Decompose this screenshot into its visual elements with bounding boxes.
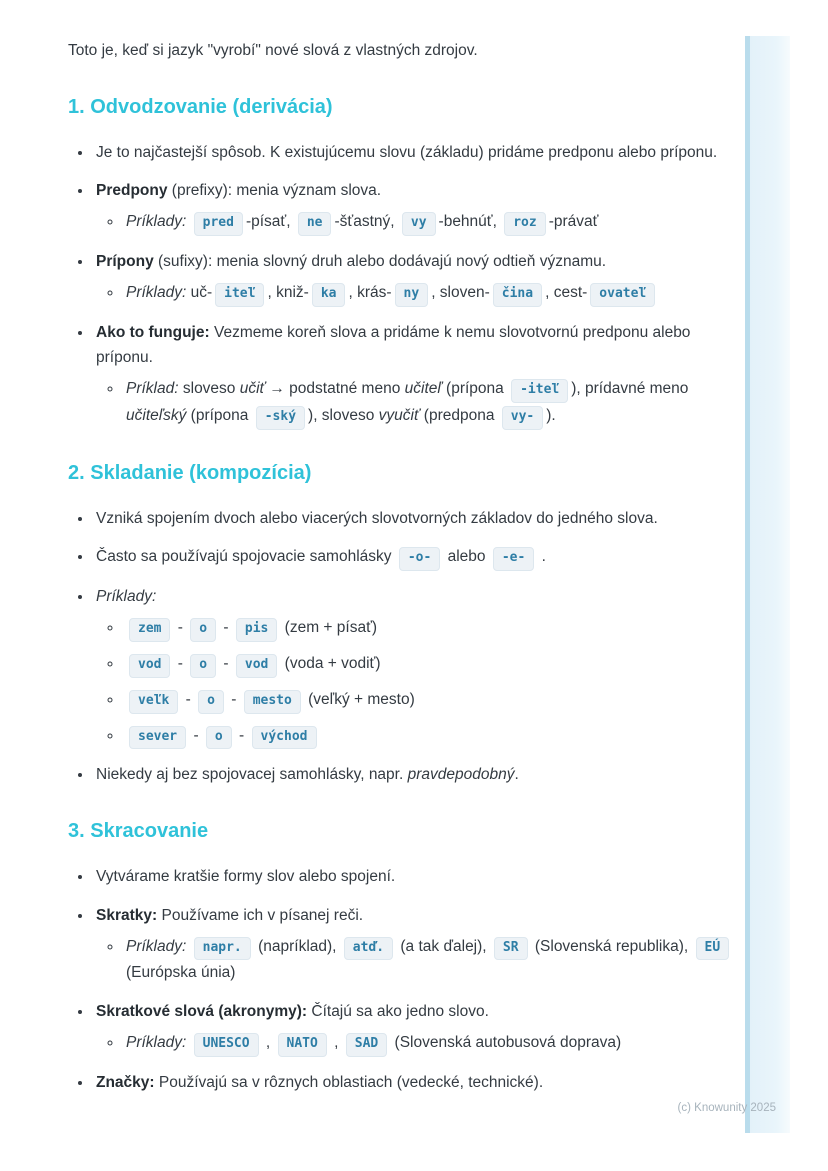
sub-list-item: ◦ Príklady: uč- iteľ , kniž- ka , krás- ny , sloven- čina , cest- ovateľ	[123, 280, 744, 307]
code-chip: vod	[129, 654, 170, 678]
code-chip: -ský	[256, 406, 305, 430]
italic-run: Príklady:	[96, 588, 157, 606]
list-item: • Predpony (prefixy): menia význam slova. ◦ Príklady: pred -písať, ne -šťastný, vy -behnúť, roz -právať	[93, 178, 744, 236]
document-content	[68, 38, 744, 1108]
sub-list	[96, 209, 744, 236]
bullet-list	[68, 140, 744, 430]
italic-run: Príklady:	[126, 1033, 187, 1051]
code-chip: veľk	[129, 690, 178, 714]
sub-list-item: ◦ Príklady: pred -písať, ne -šťastný, vy -behnúť, roz -právať	[123, 209, 744, 236]
section-heading: 1. Odvodzovanie (derivácia)	[68, 95, 333, 118]
sub-list-item: ◦ veľk - o - mesto (veľký + mesto)	[123, 687, 744, 714]
code-chip: ka	[312, 283, 346, 307]
code-chip: NATO	[278, 1033, 327, 1057]
italic-run: učiť	[239, 380, 266, 397]
code-chip: vy-	[502, 406, 543, 430]
code-chip: čina	[493, 283, 542, 307]
code-chip: -iteľ	[511, 379, 568, 403]
bold-run: Skratkové slová (akronymy):	[96, 1003, 308, 1021]
italic-run: Príklady:	[126, 283, 187, 301]
code-chip: roz	[504, 212, 545, 236]
code-chip: o	[190, 618, 216, 642]
code-chip: sever	[129, 726, 186, 750]
bold-run: Predpony	[96, 182, 168, 200]
italic-run: Príklady:	[126, 213, 187, 231]
code-chip: napr.	[194, 937, 251, 961]
italic-run: učiteľ	[404, 380, 442, 397]
sub-list	[96, 280, 744, 307]
bold-run: Značky:	[96, 1073, 155, 1091]
code-chip: východ	[252, 726, 317, 750]
sub-list-item: ◦ Príklady: napr. (napríklad), atď. (a tak ďalej), SR (Slovenská republika), EÚ (Európska únia)	[123, 934, 744, 987]
list-item: • Často sa používajú spojovacie samohlásky -o- alebo -e- .	[93, 544, 744, 571]
code-chip: vy	[402, 212, 436, 236]
sub-list-item: ◦ vod - o - vod (voda + vodiť)	[123, 651, 744, 678]
sub-list	[96, 934, 744, 987]
sub-list-item: ◦ sever - o - východ	[123, 723, 744, 750]
code-chip: ne	[298, 212, 332, 236]
sub-list	[96, 376, 744, 430]
sub-list-item: ◦ zem - o - pis (zem + písať)	[123, 615, 744, 642]
code-chip: vod	[236, 654, 277, 678]
italic-run: učiteľský	[126, 406, 187, 424]
list-item: • Ako to funguje: Vezmeme koreň slova a pridáme k nemu slovotvornú predponu alebo príponu. ◦ Príklad: sloveso učiť → podstatné meno učiteľ (prípona -iteľ ), prídavné meno učiteľský (prípona -ský ), sloveso vyučiť (predpona vy- ).	[93, 320, 744, 430]
code-chip: UNESCO	[194, 1033, 259, 1057]
sub-list-item: ◦ Príklady: UNESCO , NATO , SAD (Slovenská autobusová doprava)	[123, 1030, 744, 1057]
list-item: • Skratkové slová (akronymy): Čítajú sa ako jedno slovo. ◦ Príklady: UNESCO , NATO , SAD (Slovenská autobusová doprava)	[93, 999, 744, 1057]
italic-run: Príklady:	[126, 937, 187, 955]
list-item: • Vytvárame kratšie formy slov alebo spojení.	[93, 864, 744, 890]
list-item: • Niekedy aj bez spojovacej samohlásky, napr. pravdepodobný.	[93, 762, 744, 788]
code-chip: SR	[494, 937, 528, 961]
code-chip: ny	[395, 283, 429, 307]
list-item	[93, 584, 744, 749]
bold-run: Prípony	[96, 253, 154, 270]
list-item: • Značky: Používajú sa v rôznych oblastiach (vedecké, technické).	[93, 1070, 744, 1096]
bold-run: Ako to funguje:	[96, 323, 210, 341]
code-chip: o	[190, 654, 216, 678]
italic-run: pravdepodobný	[407, 766, 515, 784]
list-item: • Skratky: Používame ich v písanej reči. ◦ Príklady: napr. (napríklad), atď. (a tak ďalej), SR (Slovenská republika), EÚ (Európska únia)	[93, 903, 744, 986]
code-chip: mesto	[244, 690, 301, 714]
bold-run: Skratky:	[96, 906, 158, 924]
decorative-side-strip	[745, 36, 790, 1133]
code-chip: SAD	[346, 1033, 387, 1057]
code-chip: EÚ	[696, 937, 730, 961]
code-chip: atď.	[344, 937, 393, 961]
code-chip: zem	[129, 618, 170, 642]
code-chip: o	[206, 726, 232, 750]
code-chip: pis	[236, 618, 277, 642]
section-heading: 3. Skracovanie	[68, 820, 209, 843]
sub-list	[96, 615, 744, 749]
copyright-watermark: (c) Knowunity 2025	[677, 1102, 776, 1114]
italic-run: vyučiť	[378, 406, 420, 424]
sub-list	[96, 1030, 744, 1057]
list-item: • Prípony (sufixy): menia slovný druh alebo dodávajú nový odtieň významu. ◦ Príklady: uč- iteľ , kniž- ka , krás- ny , sloven- čina , cest- ovateľ	[93, 249, 744, 307]
list-item: • Vzniká spojením dvoch alebo viacerých slovotvorných základov do jedného slova.	[93, 506, 744, 532]
code-chip: ovateľ	[590, 283, 655, 307]
code-chip: o	[198, 690, 224, 714]
bullet-list	[68, 506, 744, 788]
sub-list-item: ◦ Príklad: sloveso učiť → podstatné meno učiteľ (prípona -iteľ ), prídavné meno učiteľský (prípona -ský ), sloveso vyučiť (predpona vy- ).	[123, 376, 744, 430]
code-chip: pred	[194, 212, 243, 236]
list-item: • Je to najčastejší spôsob. K existujúcemu slovu (základu) pridáme predponu alebo príponu.	[93, 140, 744, 166]
intro-paragraph: Toto je, keď si jazyk "vyrobí" nové slová z vlastných zdrojov.	[68, 42, 478, 59]
section-heading: 2. Skladanie (kompozícia)	[68, 461, 312, 484]
code-chip: -o-	[399, 547, 440, 571]
bullet-list	[68, 864, 744, 1095]
code-chip: -e-	[493, 547, 534, 571]
code-chip: iteľ	[215, 283, 264, 307]
italic-run: Príklad:	[126, 380, 179, 397]
